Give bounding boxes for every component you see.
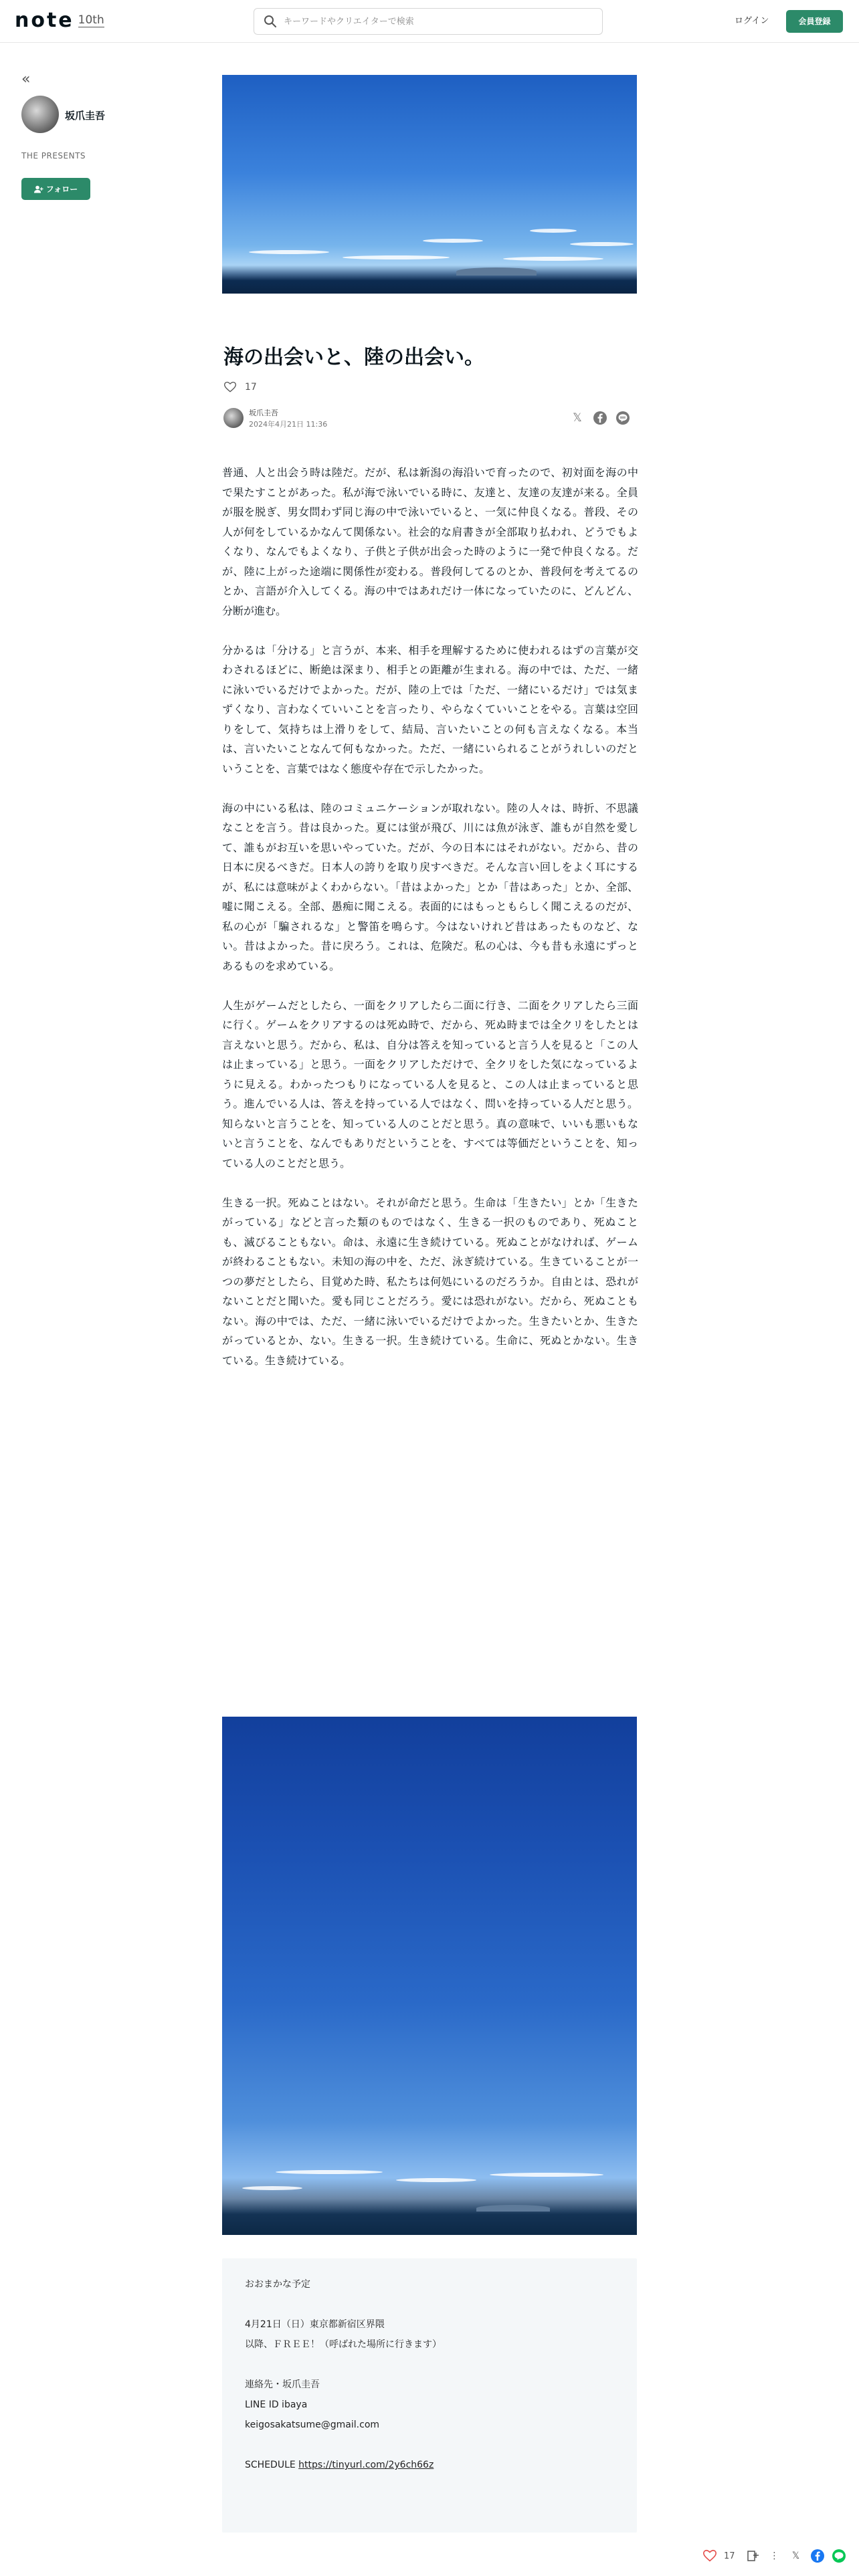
like-count: 17: [245, 382, 257, 393]
article-title: 海の出会いと、陸の出会い。: [223, 346, 484, 369]
schedule-heading: おおまかな予定: [245, 2279, 310, 2290]
search-input[interactable]: [284, 9, 598, 34]
sky-sea-photo: [222, 1717, 637, 2235]
bottom-like-count: 17: [724, 2551, 735, 2561]
spacer: [245, 2435, 614, 2455]
more-options-icon[interactable]: ⋮: [769, 2551, 779, 2561]
heart-icon[interactable]: [223, 381, 237, 394]
schedule-label: SCHEDULE: [245, 2460, 299, 2470]
schedule-link-row: [245, 2455, 614, 2475]
byline-avatar[interactable]: [223, 408, 244, 428]
contact-label: 連絡先・坂爪圭吾: [245, 2379, 320, 2390]
x-share-icon[interactable]: 𝕏: [791, 2551, 800, 2561]
magazine-add-icon[interactable]: [746, 2549, 761, 2563]
cloud: [249, 250, 329, 254]
publish-date: 2024年4月21日 11:36: [249, 420, 328, 429]
distant-island: [456, 267, 537, 276]
x-share-icon[interactable]: 𝕏: [573, 411, 582, 425]
collapse-sidebar-icon[interactable]: «: [21, 71, 31, 88]
paragraph: 海の中にいる私は、陸のコミュニケーションが取れない。陸の人々は、時折、不思議なことを言う。昔は良かった。夏には蛍が飛び、川には魚が泳ぎ、誰もが自然を愛して、誰もがお互いを思いやっていた。だが、今の日本にはそれがない。だから、昔の日本に戻るべきだ。日本人の誇りを取り戻すべきだ。そんな言い回しをよく耳にするが、私には意味がよくわからない。「昔はよかった」とか「昔はあった」とか、全部、嘘に聞こえる。全部、愚痴に聞こえる。表面的にはもっともらしく聞こえるのだが、私の心が「騙されるな」と警笛を鳴らす。今はないけれど昔はあったものなど、ない。昔はよかった。昔に戻ろう。これは、危険だ。私の心は、今も昔も永遠にずっとあるものを求めている。: [222, 801, 638, 972]
author-name[interactable]: 坂爪圭吾: [65, 110, 106, 122]
site-header: [0, 0, 859, 43]
spacer: [245, 2294, 614, 2315]
like-row: [223, 381, 257, 394]
cloud: [343, 255, 450, 259]
email-address: keigosakatsume@gmail.com: [245, 2420, 380, 2430]
magazine-name[interactable]: THE PRESENTS: [21, 151, 86, 160]
paragraph: 人生がゲームだとしたら、一面をクリアしたら二面に行き、二面をクリアしたら三面に行く。ゲームをクリアするのは死ぬ時で、だから、死ぬ時までは全クリをしたとは言えないと思う。だから、私は、自分は答えを知っていると言う人を見ると「この人は止まっている」と思う。一面をクリアしただけで、全クリをした気になっているように見える。わかったつもりになっている人を見ると、この人は止まっていると思う。進んでいる人は、答えを持っている人ではなく、問いを持っている人だと思う。知らないと言うことを、知っている人のことだと思う。真の意味で、いいも悪いもないと言うことを、なんでもありだということを、すべては等価だということを、知っている人のことだと思う。: [222, 998, 638, 1170]
cloud: [530, 229, 577, 233]
line-id: LINE ID ibaya: [245, 2399, 308, 2410]
hero-image: [222, 75, 637, 294]
signup-button[interactable]: 会員登録: [786, 10, 843, 33]
article-body: [222, 463, 638, 1390]
like-heart-icon[interactable]: [702, 2549, 717, 2563]
paragraph: 普通、人と出会う時は陸だ。だが、私は新潟の海沿いで育ったので、初対面を海の中で果たすことがあった。私が海で泳いでいる時に、友達と、友達の友達が来る。全員が服を脱ぎ、男女問わず同じ海の中で泳いでいると、一気に仲良くなる。普段、その人が何をしているかなんて関係ない。社会的な肩書きが全部取り払われ、どうでもよくなり、なんでもよくなり、子供と子供が出会った時のように一発で仲良くなる。だが、陸に上がった途端に関係性が変わる。普段何してるのとか、普段何を考えてるのとか、言語が介入してくる。海の中ではあれだけ一体になっていたのに、どんどん、分断が進む。: [222, 466, 638, 617]
follow-label: フォロー: [45, 185, 78, 194]
schedule-card: [222, 2258, 637, 2533]
paragraph: 生きる一択。死ぬことはない。それが命だと思う。生命は「生きたい」とか「生きたがっている」などと言った類のものではなく、生きる一択のものであり、死ぬことも、滅びることもない。命は、永遠に生き続けている。死ぬことがなければ、ゲームが終わることもない。未知の海の中を、ただ、泳ぎ続けている。生きていることが一つの夢だとしたら、目覚めた時、私たちは何処にいるのだろうか。自由とは、恐れがないことだと聞いた。愛も同じことだろう。愛には恐れがない。だから、死ぬこともない。海の中では、ただ、一緒に泳いでいるだけでよかった。生きたいとか、生きたがっているとか、ない。生きる一択。生き続けている。生命に、死ぬとかない。生きている。生き続けている。: [222, 1196, 638, 1367]
note-logo[interactable]: [15, 9, 104, 32]
author-avatar[interactable]: [21, 96, 59, 133]
facebook-share-icon[interactable]: [810, 2549, 825, 2563]
search-box[interactable]: [254, 8, 603, 35]
schedule-link[interactable]: https://tinyurl.com/2y6ch66z: [298, 2460, 434, 2470]
login-link[interactable]: ログイン: [735, 16, 769, 26]
spacer: [245, 2355, 614, 2375]
search-icon: [264, 15, 277, 28]
bottom-action-bar: [702, 2544, 856, 2568]
byline-author[interactable]: 坂爪圭吾: [249, 409, 278, 417]
cloud: [242, 2186, 302, 2190]
logo-wordmark: note: [15, 9, 74, 32]
cloud: [276, 2170, 383, 2174]
paragraph: 分かるは「分ける」と言うが、本来、相手を理解するために使われるはずの言葉が交わされるほどに、断絶は深まり、相手との距離が生まれる。海の中では、ただ、一緒に泳いでいるだけでよかった。だが、陸の上では「ただ、一緒にいるだけ」では気まずくなり、言わなくていいことを言ったり、やらなくていいことをやる。言葉は空回りをして、気持ちは上滑りをして、結局、言いたいことの何も言えなくなる。本当は、言いたいことなんて何もなかった。ただ、一緒にいられることがうれしいのだということを、言葉ではなく態度や存在で示したかった。: [222, 643, 638, 775]
add-user-icon: [34, 185, 43, 193]
cloud: [396, 2178, 476, 2182]
distant-island: [476, 2205, 550, 2212]
anniversary-badge: 10th: [78, 13, 104, 27]
schedule-after: 以降、ＦＲＥＥ！（呼ばれた場所に行きます）: [245, 2339, 442, 2350]
cloud: [503, 257, 603, 261]
schedule-date: 4月21日（日）東京都新宿区界隈: [245, 2319, 385, 2330]
follow-button[interactable]: [21, 178, 90, 200]
line-share-icon[interactable]: [615, 411, 630, 425]
line-share-icon[interactable]: [832, 2549, 846, 2563]
cloud: [570, 242, 634, 246]
cloud: [490, 2173, 603, 2177]
facebook-share-icon[interactable]: [593, 411, 607, 425]
cloud: [423, 239, 483, 243]
